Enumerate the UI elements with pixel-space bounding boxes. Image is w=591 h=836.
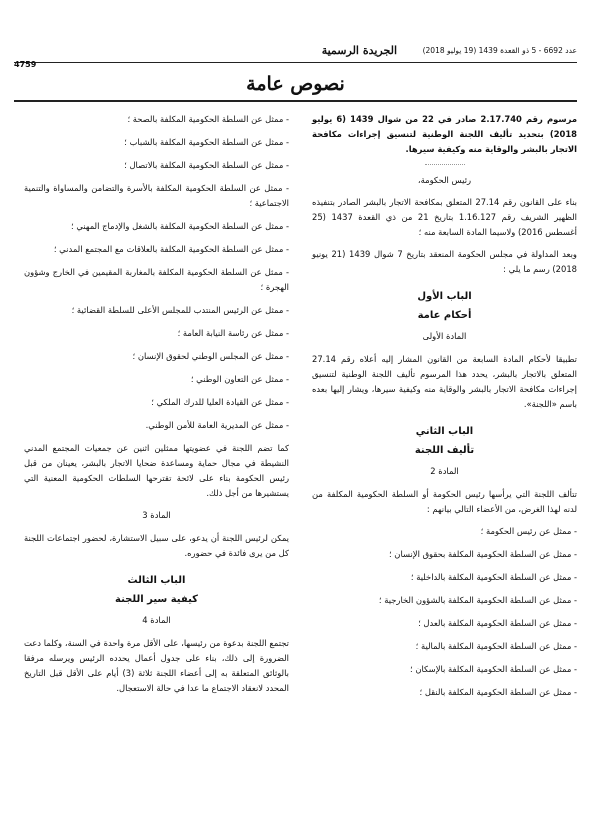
divider (425, 164, 465, 165)
chapter-heading: الباب الثاني (415, 426, 474, 437)
list-item: - ممثل عن السلطة الحكومية المكلفة بالصحة ؛ (127, 114, 289, 124)
list-item: - ممثل عن السلطة الحكومية المكلفة بالشؤون الخارجية ؛ (378, 595, 577, 605)
list-item: - ممثل عن السلطة الحكومية المكلفة بالإسكان ؛ (410, 664, 577, 674)
preamble-paragraph: بناء على القانون رقم 27.14 المتعلق بمكافحة الاتجار بالبشر الصادر بتنفيذه الظهير الشريف رقم 1.16.127 بتاريخ 21 من ذي القعدة 1437 (25 أغسطس 2016) ولاسيما المادة السابعة منه ؛ (312, 197, 577, 237)
article-text: كما تضم اللجنة في عضويتها ممثلين اثنين عن جمعيات المجتمع المدني النشيطة في مجال حماية ومساعدة ضحايا الاتجار بالبشر، يعينان من قبل رئيس الحكومة بناء على لائحة تقترحها السلطات الحكومية المعنية التي يستشيرها من أجل ذلك. (24, 443, 289, 498)
article-heading: المادة 4 (142, 615, 171, 625)
article-heading: المادة الأولى (422, 331, 467, 341)
issue-info: عدد 6692 - 5 ذو القعدة 1439 (19 يوليو 2018) (422, 46, 577, 55)
list-item: - ممثل عن السلطة الحكومية المكلفة بالمغاربة المقيمين في الخارج وشؤون الهجرة ؛ (24, 267, 289, 292)
decree-title: مرسوم رقم 2.17.740 صادر في 22 من شوال 1439 (6 يوليو 2018) بتحديد تأليف اللجنة الوطنية لتنسيق إجراءات مكافحة الاتجار بالبشر والوقاية منه وكيفية سيرها. (312, 114, 578, 154)
article-text: تجتمع اللجنة بدعوة من رئيسها، على الأقل مرة واحدة في السنة، وكلما دعت الضرورة إلى ذلك، بناء على جدول أعمال يحدده الرئيس ويرسله مرفقا بالوثائق المتعلقة به إلى أعضاء اللجنة ثلاثة (3) أيام على الأقل قبل التاريخ المحدد لانعقاد الاجتماع ما عدا في حالة الاستعجال. (24, 638, 289, 693)
head-of-government: رئيس الحكومة، (417, 175, 472, 185)
article-text: تطبيقا لأحكام المادة السابعة من القانون المشار إليه أعلاه رقم 27.14 المتعلق بالاتجار بالبشر، يحدد هذا المرسوم تأليف اللجنة الوطنية لتنسيق إجراءات مكافحة الاتجار بالبشر والوقاية منه وكيفية سيرها، ويشار إليها بعده باسم «اللجنة». (312, 354, 577, 409)
list-item: - ممثل عن الرئيس المنتدب للمجلس الأعلى للسلطة القضائية ؛ (71, 305, 289, 315)
list-item: - ممثل عن السلطة الحكومية المكلفة بالداخلية ؛ (410, 572, 577, 582)
section-banner (14, 68, 577, 102)
chapter-heading: الباب الثالث (127, 575, 186, 586)
article-text: يمكن لرئيس اللجنة أن يدعو، على سبيل الاستشارة، لحضور اجتماعات اللجنة كل من يرى فائدة في حضوره. (24, 533, 289, 558)
journal-title: الجريدة الرسمية (321, 44, 397, 57)
list-item: - ممثل عن السلطة الحكومية المكلفة بالعدل ؛ (418, 618, 577, 628)
list-item: - ممثل عن السلطة الحكومية المكلفة بالاتصال ؛ (124, 160, 289, 170)
article-text: تتألف اللجنة التي يرأسها رئيس الحكومة أو السلطة الحكومية المكلفة من لدنه لهذا الغرض، من الأعضاء التالي بيانهم : (312, 489, 577, 514)
list-item: - ممثل عن التعاون الوطني ؛ (190, 374, 289, 384)
members-list (312, 524, 577, 700)
article-heading: المادة 2 (430, 466, 459, 476)
section-title: نصوص عامة (246, 73, 345, 95)
chapter-title: أحكام عامة (417, 310, 472, 321)
list-item: - ممثل عن السلطة الحكومية المكلفة بحقوق الإنسان ؛ (388, 549, 577, 559)
list-item: - ممثل عن السلطة الحكومية المكلفة بالنقل ؛ (419, 687, 577, 697)
list-item: - ممثل عن القيادة العليا للدرك الملكي ؛ (151, 397, 289, 407)
list-item: - ممثل عن المجلس الوطني لحقوق الإنسان ؛ (132, 351, 289, 361)
chapter-title: تأليف اللجنة (414, 445, 475, 456)
preamble-paragraph: وبعد المداولة في مجلس الحكومة المنعقد بتاريخ 7 شوال 1439 (21 يونيو 2018) رسم ما يلي : (312, 249, 577, 274)
right-column (312, 112, 577, 708)
page-header (14, 44, 577, 63)
chapter-title: كيفية سير اللجنة (115, 594, 198, 605)
members-list (24, 112, 289, 433)
list-item: - ممثل عن السلطة الحكومية المكلفة بالشغل والإدماج المهني ؛ (71, 221, 289, 231)
list-item: - ممثل عن السلطة الحكومية المكلفة بالشباب ؛ (124, 137, 289, 147)
chapter-heading: الباب الأول (417, 291, 472, 302)
article-heading: المادة 3 (142, 510, 171, 520)
list-item: - ممثل عن المديرية العامة للأمن الوطني. (145, 420, 289, 430)
left-column (24, 112, 289, 703)
list-item: - ممثل عن السلطة الحكومية المكلفة بالأسرة والتضامن والمساواة والتنمية الاجتماعية ؛ (24, 183, 289, 208)
list-item: - ممثل عن رئيس الحكومة ؛ (480, 526, 577, 536)
list-item: - ممثل عن رئاسة النيابة العامة ؛ (177, 328, 289, 338)
page-number: 4759 (14, 60, 37, 69)
list-item: - ممثل عن السلطة الحكومية المكلفة بالمالية ؛ (415, 641, 577, 651)
list-item: - ممثل عن السلطة الحكومية المكلفة بالعلاقات مع المجتمع المدني ؛ (53, 244, 289, 254)
